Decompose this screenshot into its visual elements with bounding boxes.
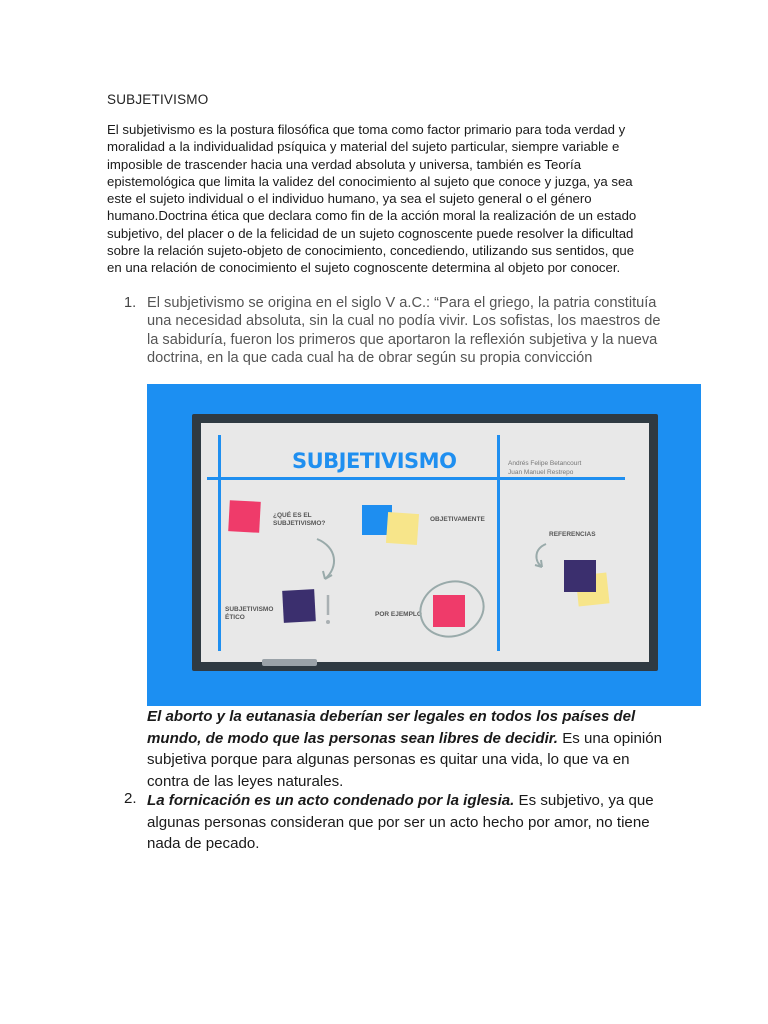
bold-statement: El aborto y la eutanasia deberían ser legales en todos los países del mundo, de modo que las personas sean libres de decidir. xyxy=(147,708,636,747)
list-item-text: El subjetivismo se origina en el siglo V a.C.: “Para el griego, la patria constituía una necesidad absoluta, sin la cual no podía vivir. Los sofistas, los maestros de la sabiduría, fueron los primeros que aportaron la reflexión subjetiva y la nueva doctrina, en la que cada cual ha de obrar según su propia convicción xyxy=(147,295,661,366)
author-name: Andrés Felipe Betancourt xyxy=(508,460,582,467)
list-item-1 xyxy=(124,294,664,367)
sticky-note-yellow xyxy=(386,512,419,545)
paragraph-aborto xyxy=(147,706,667,792)
whiteboard-figure xyxy=(147,384,701,706)
board-label-etico: SUBJETIVISMO ÉTICO xyxy=(225,606,274,621)
sticky-note-purple xyxy=(564,560,596,592)
list-number: 2. xyxy=(124,790,137,807)
board-title: SUBJETIVISMO xyxy=(292,449,457,473)
board-label-objetivamente: OBJETIVAMENTE xyxy=(430,516,485,523)
whiteboard-frame xyxy=(192,414,658,671)
board-right-line xyxy=(497,435,500,651)
board-authors xyxy=(508,459,581,477)
curved-arrow-icon xyxy=(311,535,341,585)
sticky-note-purple xyxy=(282,589,316,623)
exclamation-icon xyxy=(324,593,332,627)
bold-statement: La fornicación es un acto condenado por la iglesia. xyxy=(147,792,515,809)
whiteboard-marker xyxy=(262,659,317,666)
intro-paragraph: El subjetivismo es la postura filosófica que toma como factor primario para toda verdad y moralidad a la individualidad psíquica y material del sujeto particular, siempre variable e imposible de trascender hacia una verdad absoluta y universa, también es Teoría epistemológica que limita la validez del conocimiento al sujeto que conoce y juzga, ya sea este el sujeto individual o el individuo humano, ya sea el sujeto general o el género humano.Doctrina ética que declara como fin de la acción moral la realización de un estado subjetivo, del placer o de la felicidad de un sujeto cognoscente puede resolver la dificultad sobre la relación sujeto-objeto de conocimiento, concediendo, utilizando sus sentidos, que en una relación de conocimiento el sujeto cognoscente determina al objeto por conocer. xyxy=(107,122,637,276)
list-number: 1. xyxy=(124,295,137,311)
board-horizontal-line xyxy=(207,477,625,480)
board-label-referencias: REFERENCIAS xyxy=(549,531,596,538)
document-title: SUBJETIVISMO xyxy=(107,92,209,107)
board-left-line xyxy=(218,435,221,651)
board-label-que-es: ¿QUÉ ES EL SUBJETIVISMO? xyxy=(273,512,326,527)
paragraph-text: Es una opinión subjetiva porque para algunas personas es quitar una vida, lo que va en contra de las leyes naturales. xyxy=(147,729,663,790)
whiteboard-surface xyxy=(201,423,649,662)
list-item-2 xyxy=(147,790,667,855)
curved-arrow-icon xyxy=(532,541,554,573)
sticky-note-pink xyxy=(433,595,465,627)
author-name: Juan Manuel Restrepo xyxy=(508,469,574,476)
board-label-ejemplo: POR EJEMPLO xyxy=(375,611,422,618)
list-item-text: Es subjetivo, ya que algunas personas consideran que por ser un acto hecho por amor, no tiene nada de pecado. xyxy=(147,792,654,852)
sticky-note-pink xyxy=(228,500,261,533)
